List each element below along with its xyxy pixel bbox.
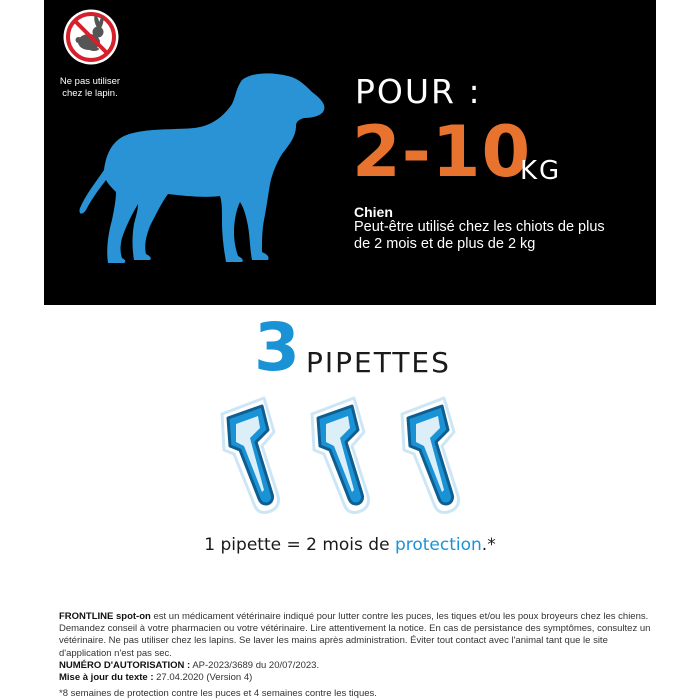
pipette-count-label: PIPETTES <box>306 346 451 379</box>
weight-range: 2-10 <box>352 111 532 193</box>
auth-value: AP-2023/3689 du 20/07/2023. <box>190 659 320 671</box>
pipettes-illustration <box>214 396 484 518</box>
pour-label: POUR : <box>355 72 482 111</box>
dog-silhouette-icon <box>76 70 326 266</box>
tagline-prefix: 1 pipette = 2 mois de <box>204 535 395 555</box>
auth-label: NUMÉRO D'AUTORISATION : <box>59 659 191 671</box>
species-title: Chien <box>354 204 393 220</box>
update-label: Mise à jour du texte : <box>59 672 154 684</box>
pipette-icon-3 <box>402 398 459 513</box>
legal-brand: FRONTLINE spot-on <box>59 611 151 622</box>
pipette-count-row <box>254 310 494 390</box>
update-value: 27.04.2020 (Version 4) <box>153 672 253 684</box>
no-rabbit-icon <box>62 8 120 66</box>
tagline-suffix: .* <box>481 535 496 555</box>
legal-notice <box>59 611 659 684</box>
warning-line-2: chez le lapin. <box>62 88 118 99</box>
pipette-icon-1 <box>222 398 279 513</box>
pipette-icon-2 <box>312 398 369 513</box>
tagline-highlight: protection <box>394 535 482 555</box>
species-description: Peut-être utilisé chez les chiots de plus de 2 mois et de plus de 2 kg <box>354 219 605 252</box>
weight-unit: KG <box>520 156 562 186</box>
protection-tagline <box>0 535 700 555</box>
protection-footnote: *8 semaines de protection contre les puces et 4 semaines contre les tiques. <box>59 688 377 699</box>
warning-line-1: Ne pas utiliser <box>59 76 121 87</box>
pipette-count: 3 <box>254 309 300 386</box>
legal-body: est un médicament vétérinaire indiqué pour lutter contre les puces, les tiques et/ou les poux broyeurs chez les chiens. Demandez conseil à votre pharmacien ou votre vétérinaire. Lire attentivement la notice. En cas de persistance des symptômes, consultez un vétérinaire. Ne pas utiliser chez les lapins. Se laver les mains après administration. Éviter tout contact avec l'animal tant que le site d'application n'est pas sec. <box>59 611 651 659</box>
